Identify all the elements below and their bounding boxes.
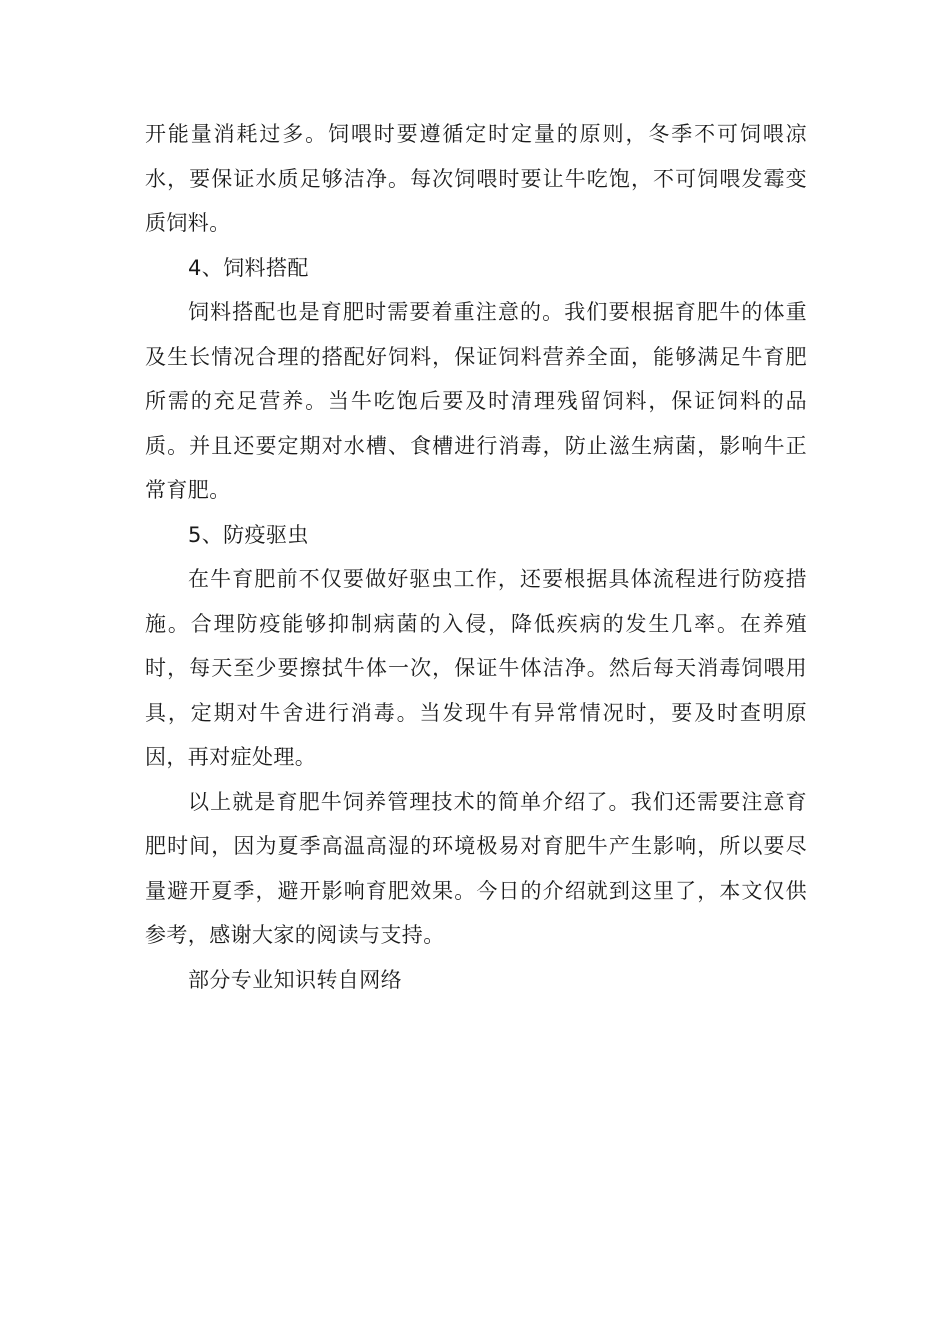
paragraph-epidemic-prevention: 在牛育肥前不仅要做好驱虫工作，还要根据具体流程进行防疫措施。合理防疫能够抑制病菌的入侵，降低疾病的发生几率。在养殖时，每天至少要擦拭牛体一次，保证牛体洁净。然后每天消毒饲喂用具，定期对牛舍进行消毒。当发现牛有异常情况时，要及时查明原因，再对症处理。 bbox=[145, 567, 807, 769]
document-body bbox=[145, 112, 807, 1002]
paragraph-feeding-continued: 开能量消耗过多。饲喂时要遵循定时定量的原则，冬季不可饲喂凉水，要保证水质足够洁净。每次饲喂时要让牛吃饱，不可饲喂发霉变质饲料。 bbox=[145, 122, 807, 235]
paragraph-feed-mixing: 饲料搭配也是育肥时需要着重注意的。我们要根据育肥牛的体重及生长情况合理的搭配好饲料，保证饲料营养全面，能够满足牛育肥所需的充足营养。当牛吃饱后要及时清理残留饲料，保证饲料的品质。并且还要定期对水槽、食槽进行消毒，防止滋生病菌，影响牛正常育肥。 bbox=[145, 300, 807, 502]
paragraph-conclusion: 以上就是育肥牛饲养管理技术的简单介绍了。我们还需要注意育肥时间，因为夏季高温高湿的环境极易对育肥牛产生影响，所以要尽量避开夏季，避开影响育肥效果。今日的介绍就到这里了，本文仅供参考，感谢大家的阅读与支持。 bbox=[145, 789, 807, 947]
section-heading-epidemic-prevention: 5、防疫驱虫 bbox=[188, 522, 309, 547]
source-note: 部分专业知识转自网络 bbox=[188, 967, 402, 992]
section-heading-feed-mixing: 4、饲料搭配 bbox=[188, 255, 309, 280]
